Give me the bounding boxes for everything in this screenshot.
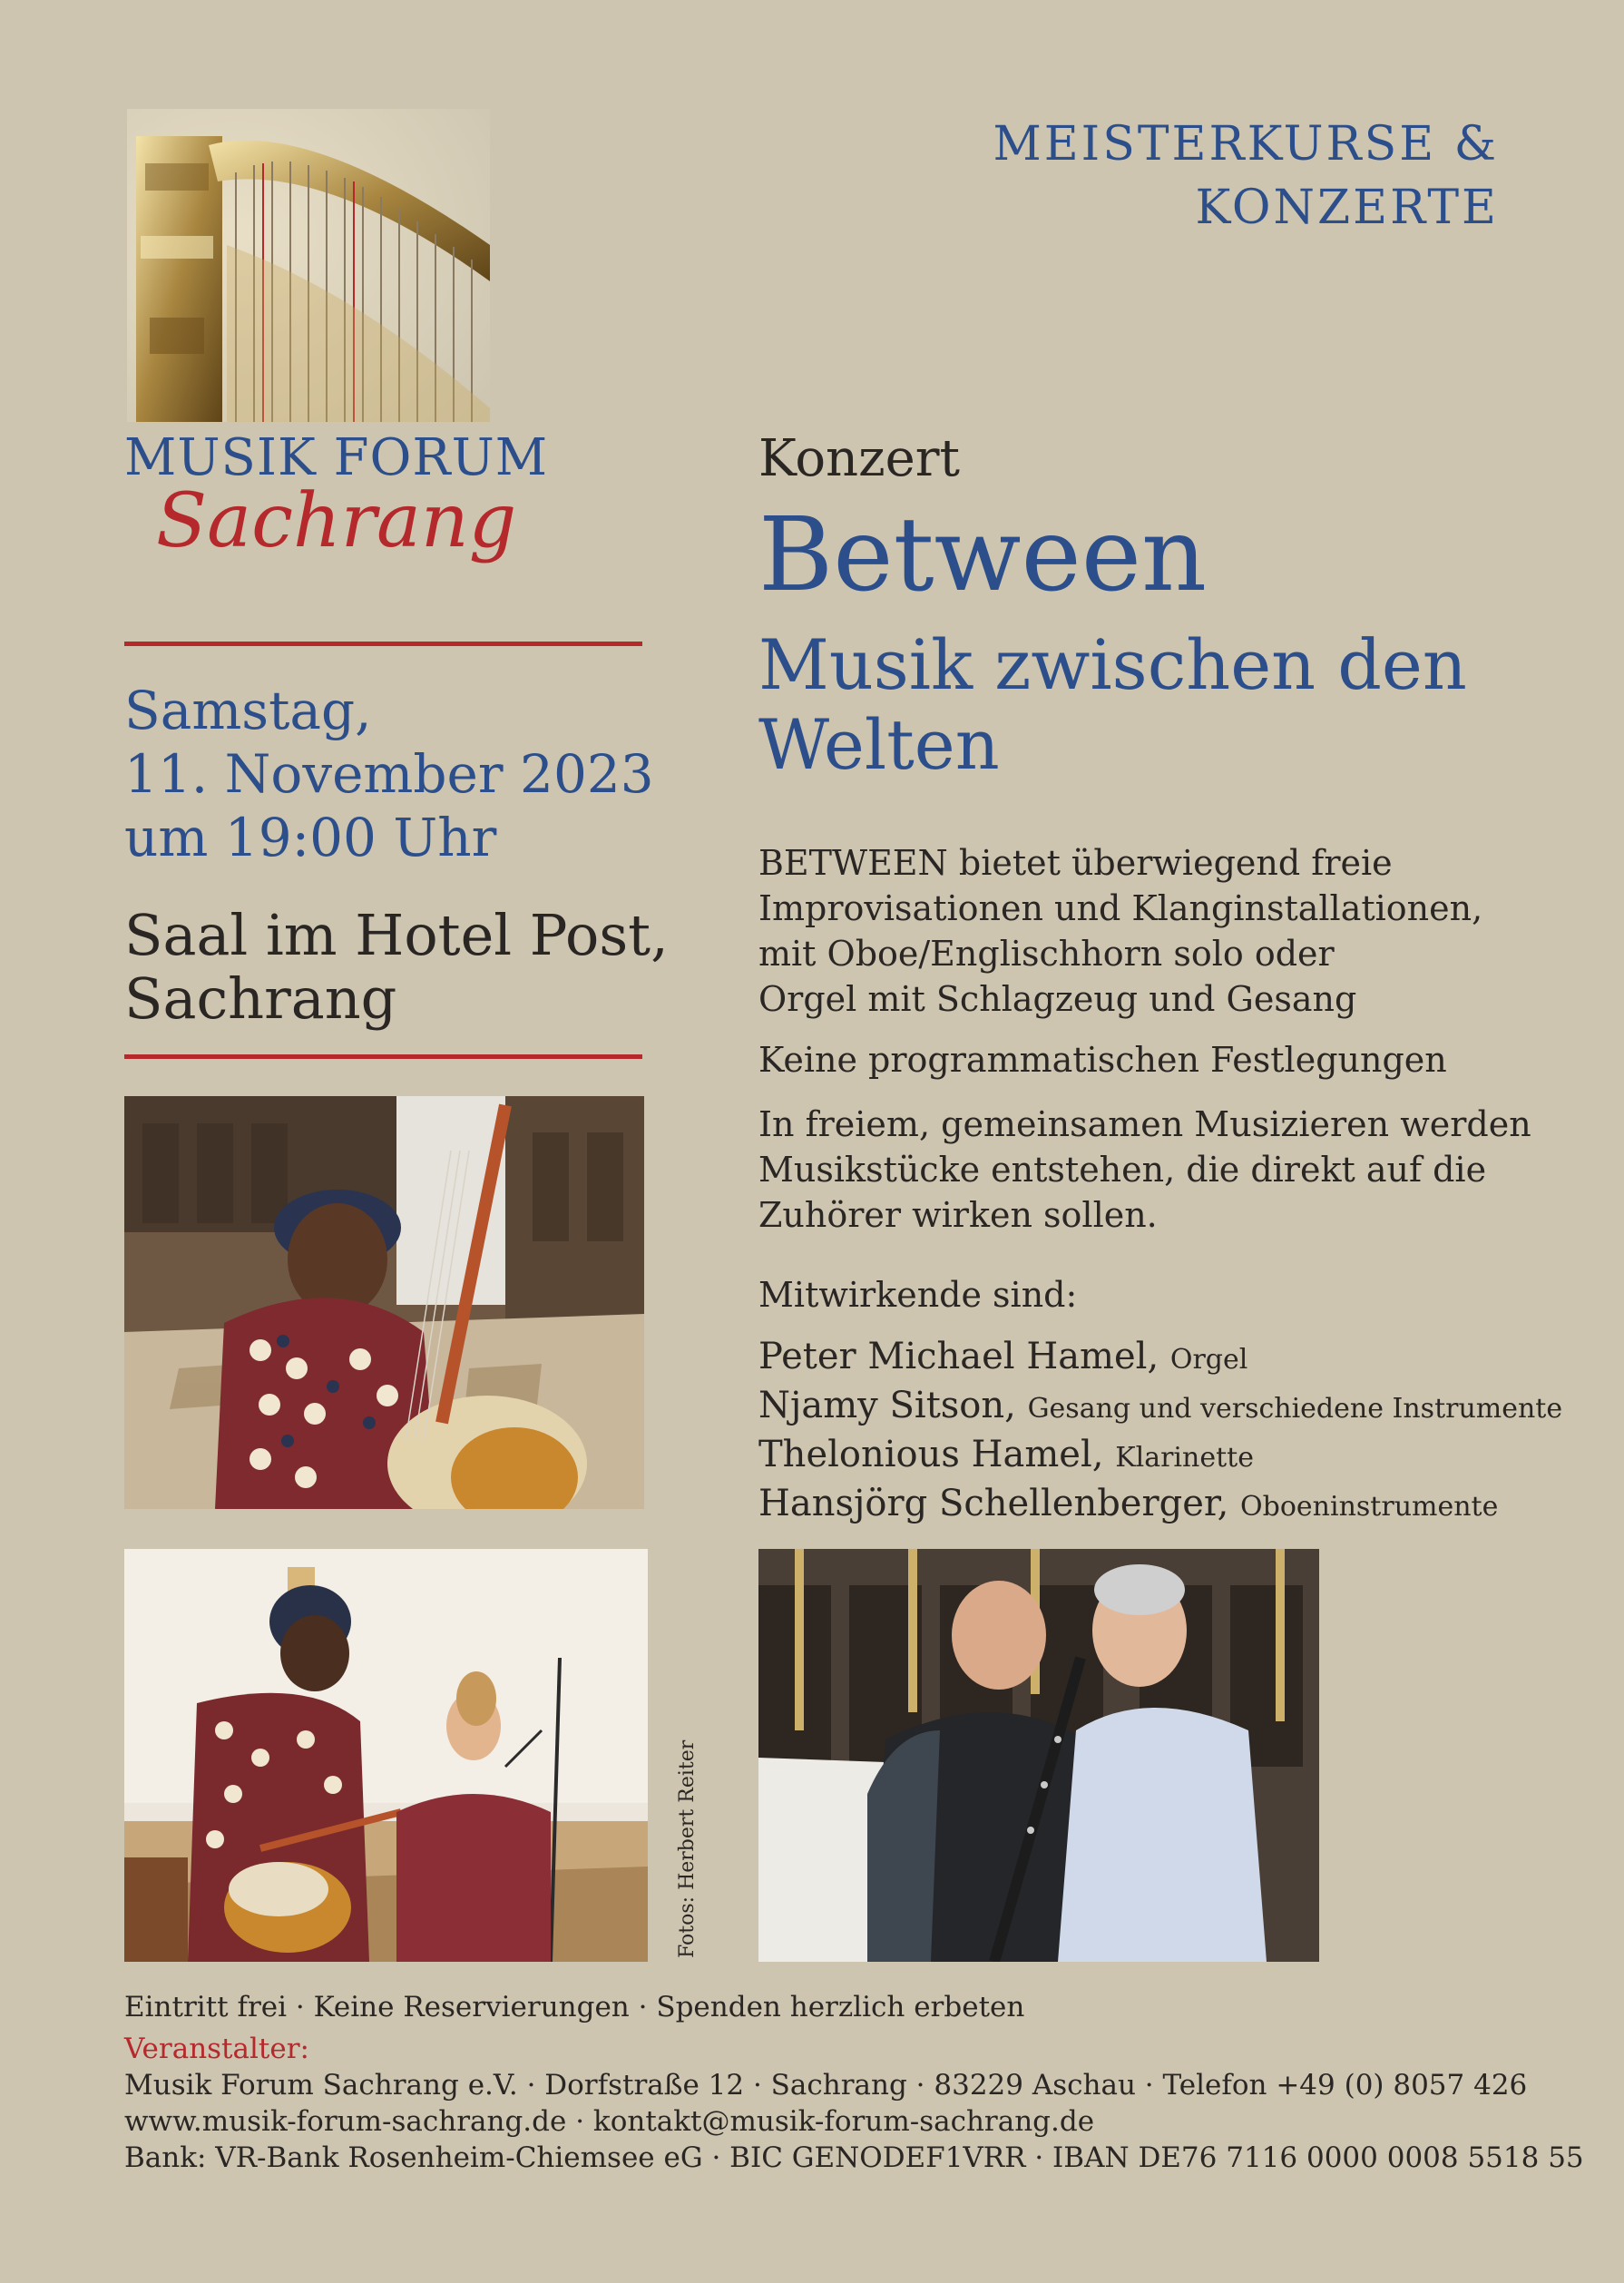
description-line: BETWEEN bietet überwiegend freie (758, 843, 1393, 883)
description-paragraph-3 (758, 1102, 1575, 1238)
performers-heading: Mitwirkende sind: (758, 1275, 1078, 1315)
venue-line-1: Saal im Hotel Post, (124, 902, 669, 968)
date-day: 11. November 2023 (124, 743, 654, 805)
subtitle-line-1: Musik zwischen den (758, 624, 1467, 705)
performer-role: Orgel (1169, 1344, 1248, 1376)
logo-script-title: Sachrang (156, 478, 517, 564)
description-line: In freiem, gemeinsamen Musizieren werden (758, 1104, 1531, 1144)
concert-title: Between (758, 496, 1208, 614)
photo-credit: Fotos: Herbert Reiter (676, 1739, 699, 1958)
performer-name: Hansjörg Schellenberger, (758, 1483, 1229, 1524)
series-heading (993, 113, 1499, 240)
performers-list (758, 1334, 1575, 1530)
description-line: Zuhörer wirken sollen. (758, 1195, 1158, 1235)
performer-name: Njamy Sitson, (758, 1385, 1016, 1426)
photo-musician-kora (124, 1096, 644, 1509)
photo-organ-oboe (758, 1549, 1319, 1962)
organizer-info (124, 2031, 1584, 2176)
harp-logo-image (127, 109, 490, 422)
organizer-address: Musik Forum Sachrang e.V. · Dorfstraße 12 · Sachrang · 83229 Aschau · Telefon +49 (0) 8057 426 (124, 2069, 1528, 2102)
footer (124, 1989, 1584, 2176)
date-weekday: Samstag, (124, 680, 372, 741)
series-line-1: MEISTERKURSE & (993, 117, 1499, 171)
performer-name: Thelonious Hamel, (758, 1434, 1104, 1475)
performer-role: Oboeninstrumente (1240, 1491, 1499, 1523)
performer-role: Klarinette (1115, 1442, 1254, 1474)
performer-name: Peter Michael Hamel, (758, 1336, 1159, 1377)
description-paragraph-2: Keine programmatischen Festlegungen (758, 1040, 1447, 1080)
date-time: um 19:00 Uhr (124, 807, 497, 868)
photo-two-musicians (124, 1549, 648, 1962)
description-line: Improvisationen und Klanginstallationen, (758, 888, 1483, 928)
logo-title: MUSIK FORUM (124, 428, 549, 487)
concert-label: Konzert (758, 429, 961, 488)
performer-role: Gesang und verschiedene Instrumente (1027, 1393, 1563, 1425)
venue-line-2: Sachrang (124, 965, 397, 1032)
description-line: Musikstücke entstehen, die direkt auf die (758, 1150, 1487, 1190)
series-line-2: KONZERTE (1195, 181, 1499, 235)
organizer-bank: Bank: VR-Bank Rosenheim-Chiemsee eG · BIC GENODEF1VRR · IBAN DE76 7116 0000 0008 5518 55 (124, 2141, 1584, 2174)
description-line: Orgel mit Schlagzeug und Gesang (758, 979, 1357, 1019)
description-line: mit Oboe/Englischhorn solo oder (758, 934, 1335, 974)
organizer-web: www.musik-forum-sachrang.de · kontakt@musik-forum-sachrang.de (124, 2105, 1095, 2138)
admission-info: Eintritt frei · Keine Reservierungen · Spenden herzlich erbeten (124, 1991, 1025, 2023)
organizer-label: Veranstalter: (124, 2033, 309, 2065)
performer-row (758, 1481, 1575, 1530)
concert-subtitle (758, 625, 1575, 785)
divider-rule-top (124, 642, 642, 646)
divider-rule-bottom (124, 1054, 642, 1059)
subtitle-line-2: Welten (758, 704, 1000, 785)
description-paragraph-1 (758, 840, 1575, 1022)
performer-row (758, 1383, 1575, 1432)
event-venue (124, 904, 669, 1031)
event-date (124, 679, 654, 869)
performer-row (758, 1432, 1575, 1481)
performer-row (758, 1334, 1575, 1383)
